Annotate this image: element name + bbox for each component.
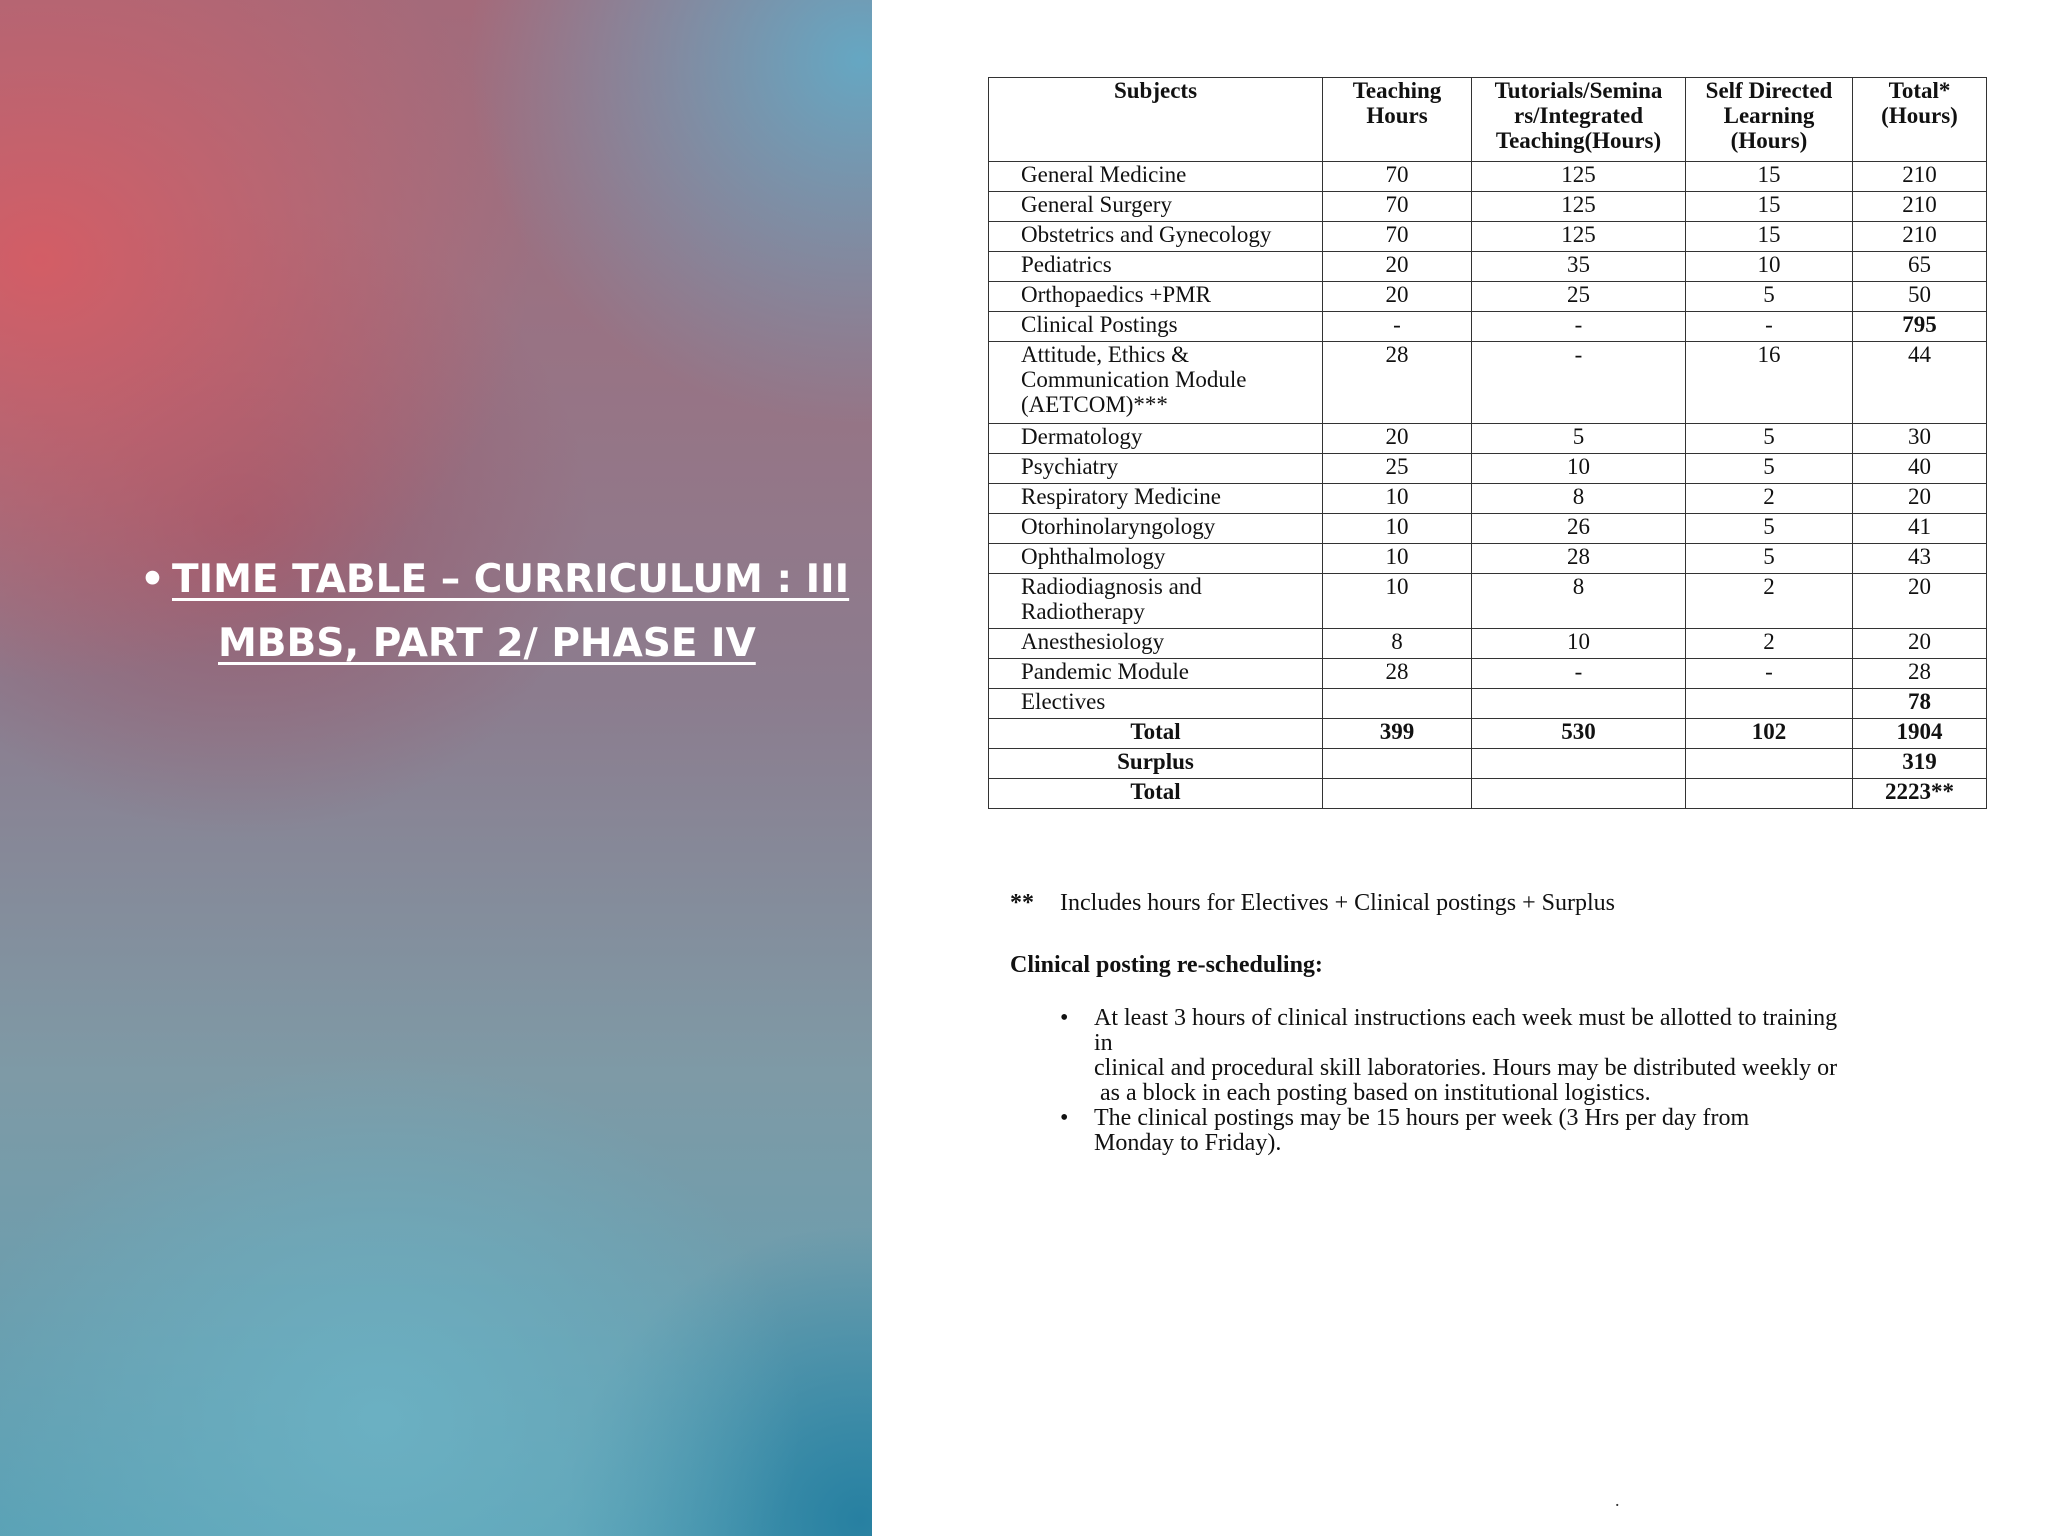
teaching-cell: 20 (1323, 282, 1472, 312)
teaching-cell: 10 (1323, 544, 1472, 574)
footnote-marker: ** (1010, 890, 1034, 916)
total-cell: 78 (1853, 689, 1987, 719)
sdl-cell: 5 (1686, 514, 1853, 544)
tutorials-cell: 125 (1472, 192, 1686, 222)
teaching-cell: 70 (1323, 192, 1472, 222)
sdl-cell: 10 (1686, 252, 1853, 282)
table-header-row (989, 78, 1987, 162)
subject-cell: Anesthesiology (989, 629, 1323, 659)
subject-cell: Clinical Postings (989, 312, 1323, 342)
table-row (989, 454, 1987, 484)
table-row (989, 222, 1987, 252)
total-hours: 1904 (1853, 719, 1987, 749)
total-label: Total (989, 719, 1323, 749)
table-row (989, 484, 1987, 514)
footer-dot: . (1615, 1490, 1620, 1510)
total-tutorials: 530 (1472, 719, 1686, 749)
tutorials-cell: 5 (1472, 424, 1686, 454)
subject-cell: General Medicine (989, 162, 1323, 192)
sdl-cell: 16 (1686, 342, 1853, 424)
subject-cell: Obstetrics and Gynecology (989, 222, 1323, 252)
teaching-cell: - (1323, 312, 1472, 342)
sdl-cell: 15 (1686, 192, 1853, 222)
subject-cell: Psychiatry (989, 454, 1323, 484)
table-row (989, 342, 1987, 424)
surplus-total: 319 (1853, 749, 1987, 779)
bullet-dot: • (1060, 1005, 1069, 1031)
title-bullet: • (140, 557, 165, 602)
list-item: • The clinical postings may be 15 hours per week (3 Hrs per day from Monday to Friday). (1060, 1105, 1750, 1156)
tutorials-cell: - (1472, 659, 1686, 689)
rescheduling-heading: Clinical posting re-scheduling: (1010, 952, 1323, 978)
sdl-cell: 5 (1686, 282, 1853, 312)
subject-cell: Ophthalmology (989, 544, 1323, 574)
empty-cell (1472, 749, 1686, 779)
surplus-row (989, 749, 1987, 779)
title-panel (0, 0, 872, 1536)
total-sdl: 102 (1686, 719, 1853, 749)
sdl-cell (1686, 689, 1853, 719)
total-cell: 44 (1853, 342, 1987, 424)
grand-total-label: Total (989, 779, 1323, 809)
table-row (989, 629, 1987, 659)
tutorials-cell: 125 (1472, 162, 1686, 192)
empty-cell (1686, 779, 1853, 809)
total-cell: 795 (1853, 312, 1987, 342)
rescheduling-list (1060, 1006, 1900, 1156)
teaching-cell: 70 (1323, 162, 1472, 192)
bullet-dot: • (1060, 1105, 1069, 1131)
empty-cell (1323, 779, 1472, 809)
title-line-2: MBBS, PART 2/ PHASE IV (218, 621, 756, 666)
title-line-1: TIME TABLE – CURRICULUM : III (172, 557, 850, 602)
grand-total-value: 2223** (1853, 779, 1987, 809)
teaching-cell: 70 (1323, 222, 1472, 252)
header-self-directed-learning: Self Directed Learning (Hours) (1686, 78, 1853, 162)
total-cell: 65 (1853, 252, 1987, 282)
teaching-cell: 8 (1323, 629, 1472, 659)
teaching-cell: 10 (1323, 484, 1472, 514)
total-cell: 30 (1853, 424, 1987, 454)
teaching-cell: 20 (1323, 424, 1472, 454)
tutorials-cell: 25 (1472, 282, 1686, 312)
teaching-cell: 28 (1323, 342, 1472, 424)
teaching-cell: 10 (1323, 514, 1472, 544)
total-cell: 40 (1853, 454, 1987, 484)
table-row (989, 162, 1987, 192)
tutorials-cell: 10 (1472, 629, 1686, 659)
teaching-cell (1323, 689, 1472, 719)
slide-title (140, 548, 850, 676)
subject-cell: Electives (989, 689, 1323, 719)
sdl-cell: 2 (1686, 574, 1853, 629)
sdl-cell: 5 (1686, 424, 1853, 454)
subject-cell: General Surgery (989, 192, 1323, 222)
tutorials-cell: 8 (1472, 574, 1686, 629)
teaching-cell: 28 (1323, 659, 1472, 689)
footnote-text: Includes hours for Electives + Clinical postings + Surplus (1060, 890, 1615, 916)
table-row (989, 689, 1987, 719)
subject-cell: Otorhinolaryngology (989, 514, 1323, 544)
teaching-cell: 10 (1323, 574, 1472, 629)
hours-table (988, 77, 1987, 809)
total-cell: 20 (1853, 484, 1987, 514)
table-row (989, 574, 1987, 629)
sdl-cell: 5 (1686, 454, 1853, 484)
subject-cell: Radiodiagnosis and Radiotherapy (989, 574, 1323, 629)
total-cell: 43 (1853, 544, 1987, 574)
table-row (989, 282, 1987, 312)
grand-total-row (989, 779, 1987, 809)
sdl-cell: 2 (1686, 484, 1853, 514)
subject-cell: Dermatology (989, 424, 1323, 454)
sdl-cell: - (1686, 659, 1853, 689)
teaching-cell: 25 (1323, 454, 1472, 484)
header-tutorials: Tutorials/Semina rs/Integrated Teaching(Hours) (1472, 78, 1686, 162)
table-row (989, 312, 1987, 342)
table-row (989, 514, 1987, 544)
table-row (989, 659, 1987, 689)
subject-cell: Orthopaedics +PMR (989, 282, 1323, 312)
tutorials-cell (1472, 689, 1686, 719)
sdl-cell: 15 (1686, 222, 1853, 252)
total-cell: 28 (1853, 659, 1987, 689)
sdl-cell: 2 (1686, 629, 1853, 659)
table-row (989, 424, 1987, 454)
header-subjects: Subjects (989, 78, 1323, 162)
tutorials-cell: - (1472, 312, 1686, 342)
subject-cell: Pandemic Module (989, 659, 1323, 689)
total-row (989, 719, 1987, 749)
footnote (1010, 890, 1615, 917)
empty-cell (1686, 749, 1853, 779)
table-row (989, 544, 1987, 574)
tutorials-cell: 28 (1472, 544, 1686, 574)
subject-cell: Respiratory Medicine (989, 484, 1323, 514)
header-teaching-hours: Teaching Hours (1323, 78, 1472, 162)
empty-cell (1323, 749, 1472, 779)
tutorials-cell: 8 (1472, 484, 1686, 514)
tutorials-cell: 10 (1472, 454, 1686, 484)
total-cell: 210 (1853, 192, 1987, 222)
subject-cell: Pediatrics (989, 252, 1323, 282)
teaching-cell: 20 (1323, 252, 1472, 282)
tutorials-cell: 26 (1472, 514, 1686, 544)
sdl-cell: 5 (1686, 544, 1853, 574)
surplus-label: Surplus (989, 749, 1323, 779)
tutorials-cell: - (1472, 342, 1686, 424)
table-row (989, 252, 1987, 282)
empty-cell (1472, 779, 1686, 809)
total-teaching: 399 (1323, 719, 1472, 749)
sdl-cell: 15 (1686, 162, 1853, 192)
header-total: Total* (Hours) (1853, 78, 1987, 162)
total-cell: 20 (1853, 629, 1987, 659)
table-row (989, 192, 1987, 222)
sdl-cell: - (1686, 312, 1853, 342)
tutorials-cell: 125 (1472, 222, 1686, 252)
tutorials-cell: 35 (1472, 252, 1686, 282)
total-cell: 41 (1853, 514, 1987, 544)
total-cell: 20 (1853, 574, 1987, 629)
subject-cell: Attitude, Ethics & Communication Module (AETCOM)*** (989, 342, 1323, 424)
total-cell: 50 (1853, 282, 1987, 312)
total-cell: 210 (1853, 222, 1987, 252)
total-cell: 210 (1853, 162, 1987, 192)
list-item: • At least 3 hours of clinical instructions each week must be allotted to training in clinical and procedural skill laboratories. Hours may be distributed weekly or as a block in each posting based on institutional logistics. (1060, 1005, 1838, 1106)
